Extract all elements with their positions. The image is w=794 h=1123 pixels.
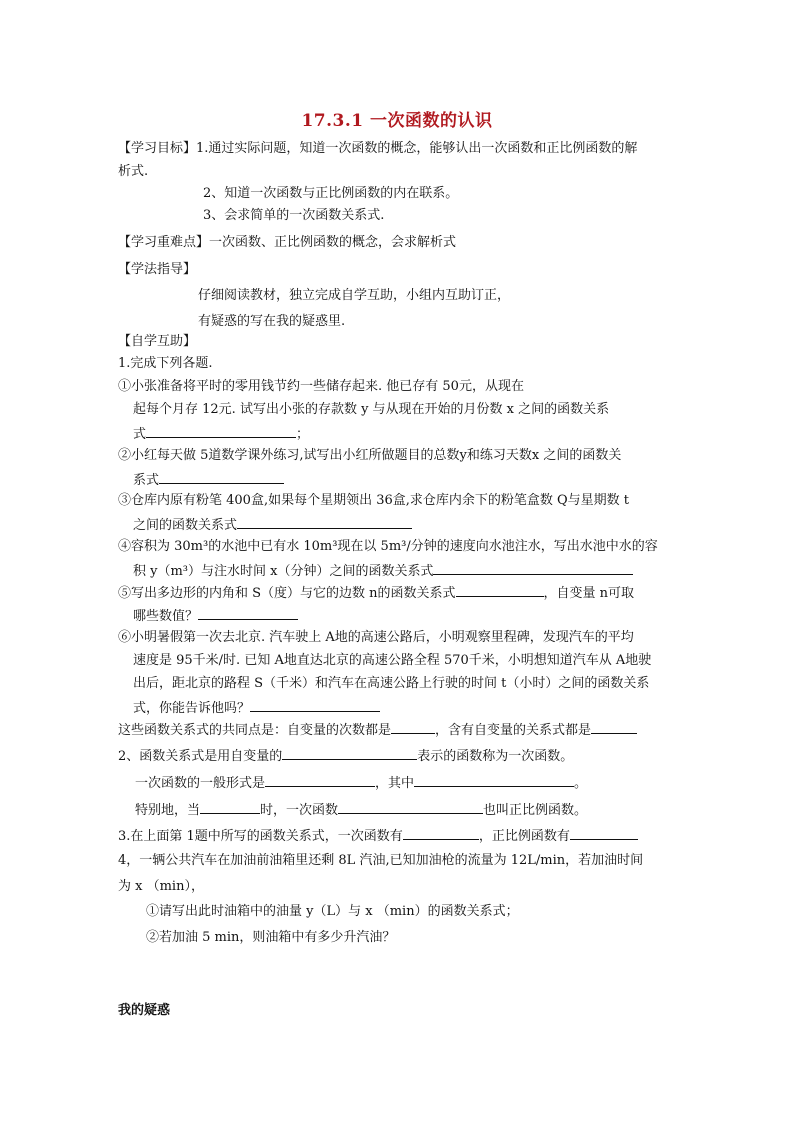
problem-4-line-2 [133, 561, 633, 581]
problem-6-line-3: 出后，距北京的路程 S（千米）和汽车在高速公路上行驶的时间 t（小时）之间的函数关系 [133, 676, 650, 691]
question-3-prefix: 3.在上面第 1题中所写的函数关系式，一次函数有 [118, 829, 403, 844]
answer-blank-common-1[interactable] [391, 720, 435, 734]
answer-blank-q2[interactable] [282, 746, 417, 760]
goal-item-2: 2、知道一次函数与正比例函数的内在联系。 [203, 186, 459, 201]
common-points-mid: ，含有自变量的关系式都是 [435, 723, 592, 738]
answer-blank-5a[interactable] [456, 583, 544, 597]
special-case-line [135, 800, 587, 820]
problem-5-line-1 [118, 583, 634, 603]
key-points: 【学习重难点】一次函数、正比例函数的概念，会求解析式 [118, 235, 457, 250]
general-form-mid: ，其中 [375, 776, 415, 791]
answer-blank-6[interactable] [250, 698, 380, 712]
answer-blank-special-2[interactable] [338, 800, 483, 814]
problem-1-suffix: ； [296, 427, 310, 442]
answer-blank-q3-1[interactable] [403, 826, 479, 840]
special-case-suffix: 也叫正比例函数。 [483, 803, 588, 818]
problem-5-suffix: ，自变量 n可取 [543, 586, 635, 601]
question-3-mid: ，正比例函数有 [478, 829, 570, 844]
special-case-mid: 时，一次函数 [260, 803, 339, 818]
problem-3-line-2 [133, 515, 412, 535]
question-1: 1.完成下列各题. [118, 356, 213, 371]
problem-4-prefix: 积 y（m³）与注水时间 x（分钟）之间的函数关系式 [133, 564, 434, 579]
problem-1-line-2: 起每个月存 12元. 试写出小张的存款数 y 与从现在开始的月份数 x 之间的函数关系 [133, 402, 610, 417]
goals-heading-cont: 析式. [118, 164, 149, 179]
problem-1-line-1: ①小张准备将平时的零用钱节约一些储存起来. 他已存有 50元，从现在 [118, 379, 524, 394]
answer-blank-special-1[interactable] [200, 800, 260, 814]
question-4-part-1: ①请写出此时油箱中的油量 y（L）与 x （min）的函数关系式； [146, 904, 519, 919]
problem-6-line-4 [133, 698, 380, 718]
question-2-prefix: 2、函数关系式是用自变量的 [118, 749, 283, 764]
answer-blank-4[interactable] [433, 561, 633, 575]
method-line-2: 有疑惑的写在我的疑惑里. [198, 314, 346, 329]
problem-5-prefix: ⑤写出多边形的内角和 S（度）与它的边数 n的函数关系式 [118, 586, 456, 601]
problem-4-line-1: ④容积为 30m³的水池中已有水 10m³现在以 5m³/分钟的速度向水池注水，写出水池中水的容 [118, 539, 658, 554]
question-2-line [118, 746, 573, 766]
problem-6-question: 式，你能告诉他吗？ [133, 701, 251, 716]
method-heading: 【学法指导】 [118, 262, 197, 277]
problem-2-line-2 [133, 470, 284, 490]
question-4-line-1: 4，一辆公共汽车在加油前油箱里还剩 8L 汽油,已知加油枪的流量为 12L/min，若加油时间 [118, 853, 644, 868]
answer-blank-3[interactable] [237, 515, 412, 529]
problem-3-prefix: 之间的函数关系式 [133, 518, 238, 533]
answer-blank-general-2[interactable] [414, 773, 574, 787]
problem-6-line-2: 速度是 95千米/时. 已知 A地直达北京的高速公路全程 570千米，小明想知道汽车从 A地驶 [133, 653, 652, 668]
question-4-part-2: ②若加油 5 min，则油箱中有多少升汽油？ [146, 930, 396, 945]
problem-5-question: 哪些数值？ [133, 609, 199, 624]
answer-blank-q3-2[interactable] [570, 826, 638, 840]
question-3-line [118, 826, 638, 846]
problem-1-line-3 [133, 424, 309, 444]
problem-1-prefix: 式 [133, 427, 147, 442]
self-study-heading: 【自学互助】 [118, 334, 197, 349]
general-form-suffix: 。 [574, 776, 588, 791]
problem-5-line-2 [133, 606, 298, 626]
general-form-prefix: 一次函数的一般形式是 [135, 776, 266, 791]
method-line-1: 仔细阅读教材，独立完成自学互助，小组内互助订正， [198, 288, 511, 303]
common-points-line [118, 720, 637, 740]
common-points-prefix: 这些函数关系式的共同点是：自变量的次数都是 [118, 723, 392, 738]
problem-2-line-1: ②小红每天做 5道数学课外练习,试写出小红所做题目的总数y和练习天数x 之间的函数关 [118, 448, 622, 463]
question-4-line-2: 为 x （min）， [118, 879, 204, 894]
answer-blank-2[interactable] [159, 470, 284, 484]
problem-3-line-1: ③仓库内原有粉笔 400盒,如果每个星期领出 36盒,求仓库内余下的粉笔盒数 Q与星期数 t [118, 493, 630, 508]
goal-item-3: 3、会求简单的一次函数关系式. [203, 208, 385, 223]
problem-2-prefix: 系式 [133, 473, 160, 488]
page-title: 17.3.1 一次函数的认识 [301, 111, 493, 131]
goals-heading: 【学习目标】1.通过实际问题，知道一次函数的概念，能够认出一次函数和正比例函数的解 [118, 141, 638, 156]
special-case-prefix: 特别地，当 [135, 803, 201, 818]
doubts-heading: 我的疑惑 [118, 1003, 171, 1018]
answer-blank-general-1[interactable] [265, 773, 375, 787]
question-2-suffix: 表示的函数称为一次函数。 [417, 749, 574, 764]
answer-blank-common-2[interactable] [591, 720, 637, 734]
answer-blank-5b[interactable] [198, 606, 298, 620]
problem-6-line-1: ⑥小明暑假第一次去北京. 汽车驶上 A地的高速公路后，小明观察里程碑，发现汽车的平均 [118, 630, 634, 645]
general-form-line [135, 773, 587, 793]
answer-blank-1[interactable] [146, 424, 296, 438]
